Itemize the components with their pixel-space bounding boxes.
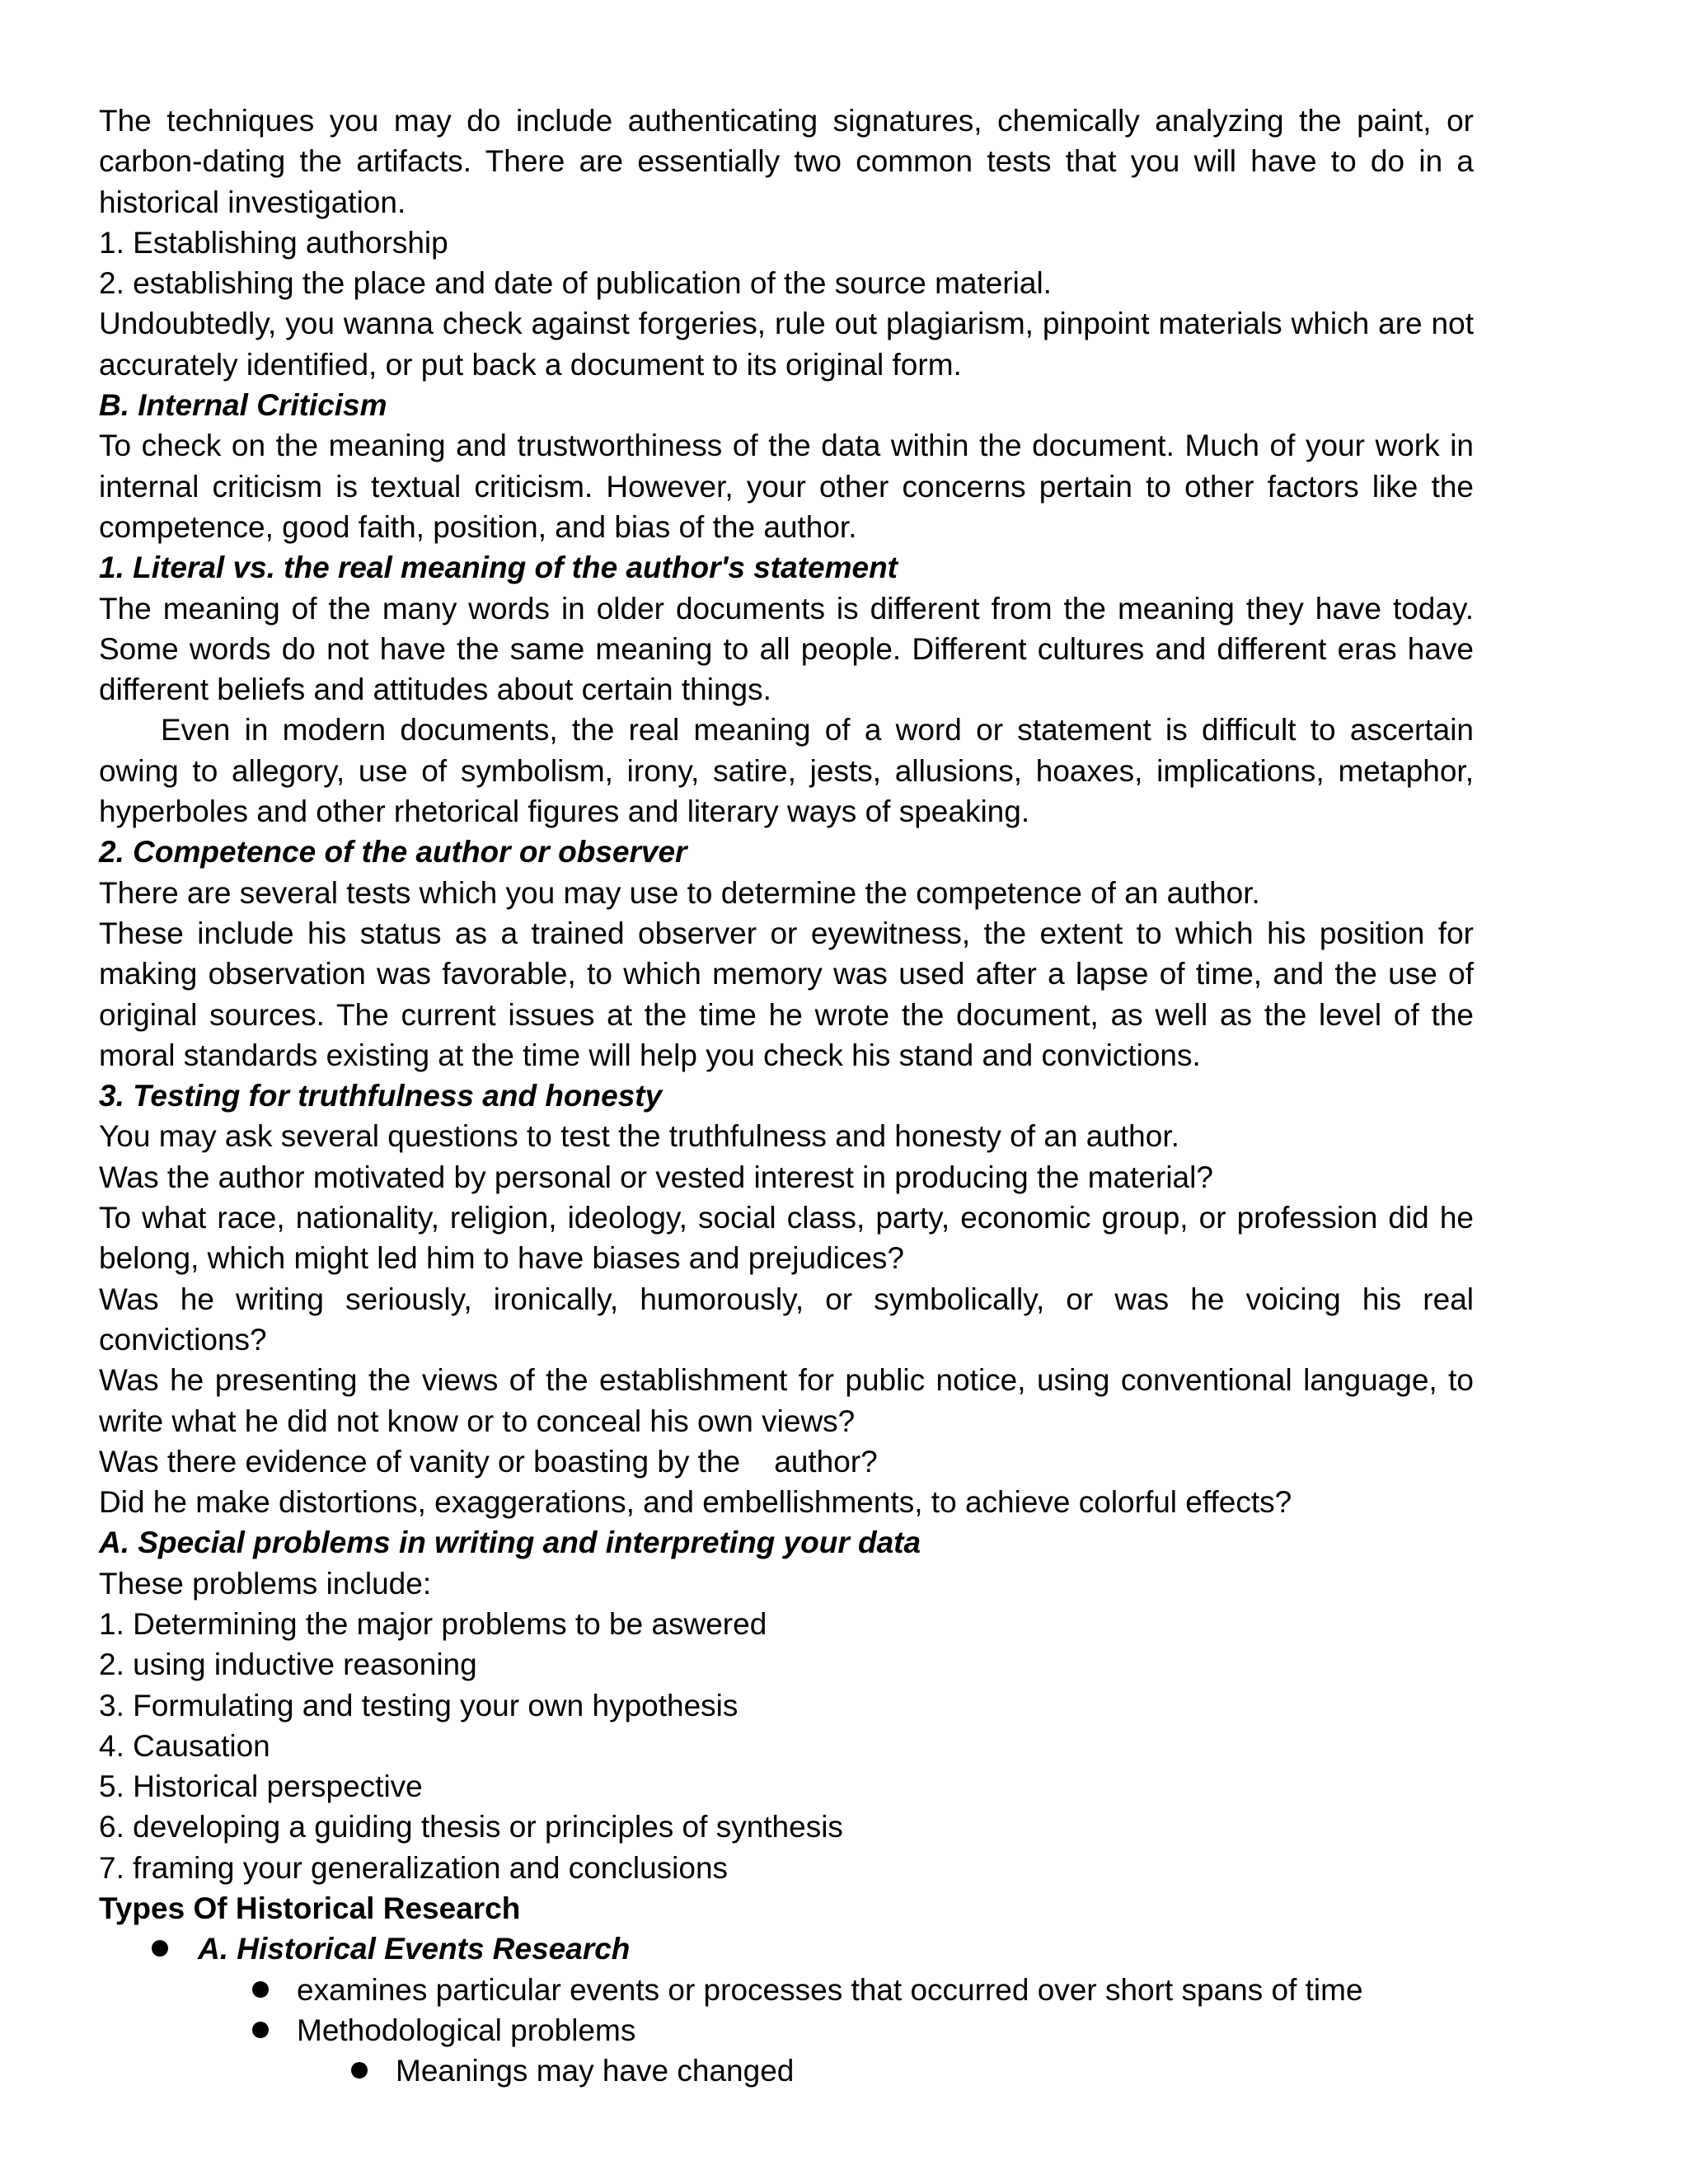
historical-events-sublist: [99, 1970, 1474, 2051]
list-item: 1. Determining the major problems to be aswered: [99, 1606, 767, 1641]
list-item: 7. framing your generalization and conclusions: [99, 1850, 729, 1885]
truthfulness-line: Was he writing seriously, ironically, humorously, or symbolically, or was he voicing his real convictions?: [99, 1282, 1474, 1357]
types-list: [99, 1929, 1474, 1969]
sublist-text: Methodological problems: [297, 2013, 636, 2047]
methodological-problems-sublist: [99, 2050, 1474, 2091]
modern-documents-paragraph: Even in modern documents, the real meaning of a word or statement is difficult to ascertain owing to allegory, use of symbolism, irony, satire, jests, allusions, hoaxes, implications, metaphor, hyperboles and other rhetorical figures and literary ways of speaking.: [99, 713, 1474, 829]
special-problems-heading: A. Special problems in writing and interpreting your data: [99, 1526, 921, 1560]
sublist-text: Meanings may have changed: [396, 2054, 795, 2088]
literal-meaning-paragraph: The meaning of the many words in older documents is different from the meaning they have today. Some words do not have the same meaning to all people. Different cultures and different eras have different beliefs and attitudes about certain things.: [99, 591, 1474, 707]
literal-meaning-heading: 1. Literal vs. the real meaning of the author's statement: [99, 551, 898, 585]
list-item: [99, 1929, 1474, 1969]
bullet-icon: [152, 1940, 168, 1957]
competence-intro: There are several tests which you may use to determine the competence of an author.: [99, 875, 1260, 910]
list-item: 4. Causation: [99, 1728, 270, 1763]
sublist-text: examines particular events or processes that occurred over short spans of time: [297, 1972, 1363, 2007]
intro-paragraph: The techniques you may do include authenticating signatures, chemically analyzing the paint, or carbon-dating the artifacts. There are essentially two common tests that you will have to do in a historical investigation.: [99, 104, 1474, 219]
truthfulness-heading: 3. Testing for truthfulness and honesty: [99, 1079, 663, 1113]
types-heading: Types Of Historical Research: [99, 1891, 521, 1926]
list-item: 5. Historical perspective: [99, 1769, 423, 1804]
truthfulness-line: Was he presenting the views of the establishment for public notice, using conventional language, to write what he did not know or to conceal his own views?: [99, 1363, 1474, 1438]
special-problems-intro: These problems include:: [99, 1566, 432, 1601]
bullet-icon: [252, 2022, 269, 2038]
bullet-icon: [252, 1981, 269, 1998]
truthfulness-line: Was the author motivated by personal or vested interest in producing the material?: [99, 1160, 1213, 1194]
competence-paragraph: These include his status as a trained observer or eyewitness, the extent to which his position for making observation was favorable, to which memory was used after a lapse of time, and the use of original sources. The current issues at the time he wrote the document, as well as the level of the moral standards existing at the time will help you check his stand and convictions.: [99, 916, 1474, 1072]
truthfulness-line: Was there evidence of vanity or boasting by the author?: [99, 1444, 878, 1479]
internal-criticism-paragraph: To check on the meaning and trustworthiness of the data within the document. Much of your work in internal criticism is textual criticism. However, your other concerns pertain to other factors like the competence, good faith, position, and bias of the author.: [99, 429, 1474, 544]
competence-heading: 2. Competence of the author or observer: [99, 835, 687, 869]
truthfulness-line: To what race, nationality, religion, ideology, social class, party, economic group, or profession did he belong, which might led him to have biases and prejudices?: [99, 1201, 1474, 1276]
document-body: [99, 101, 1474, 2092]
list-item: 6. developing a guiding thesis or principles of synthesis: [99, 1810, 843, 1844]
truthfulness-line: Did he make distortions, exaggerations, and embellishments, to achieve colorful effects?: [99, 1485, 1292, 1520]
historical-events-heading: A. Historical Events Research: [198, 1932, 631, 1966]
list-item: 2. using inductive reasoning: [99, 1647, 477, 1682]
list-item: [99, 2050, 1474, 2091]
list-item: 3. Formulating and testing your own hypothesis: [99, 1688, 738, 1722]
truthfulness-line: You may ask several questions to test the truthfulness and honesty of an author.: [99, 1119, 1179, 1154]
bullet-icon: [351, 2062, 368, 2079]
internal-criticism-heading: B. Internal Criticism: [99, 388, 387, 423]
forgeries-paragraph: Undoubtedly, you wanna check against forgeries, rule out plagiarism, pinpoint materials which are not accurately identified, or put back a document to its original form.: [99, 307, 1474, 382]
list-item: [99, 1970, 1474, 2010]
list-item: 2. establishing the place and date of publication of the source material.: [99, 266, 1052, 301]
list-item: [99, 2010, 1474, 2050]
list-item: 1. Establishing authorship: [99, 225, 448, 260]
